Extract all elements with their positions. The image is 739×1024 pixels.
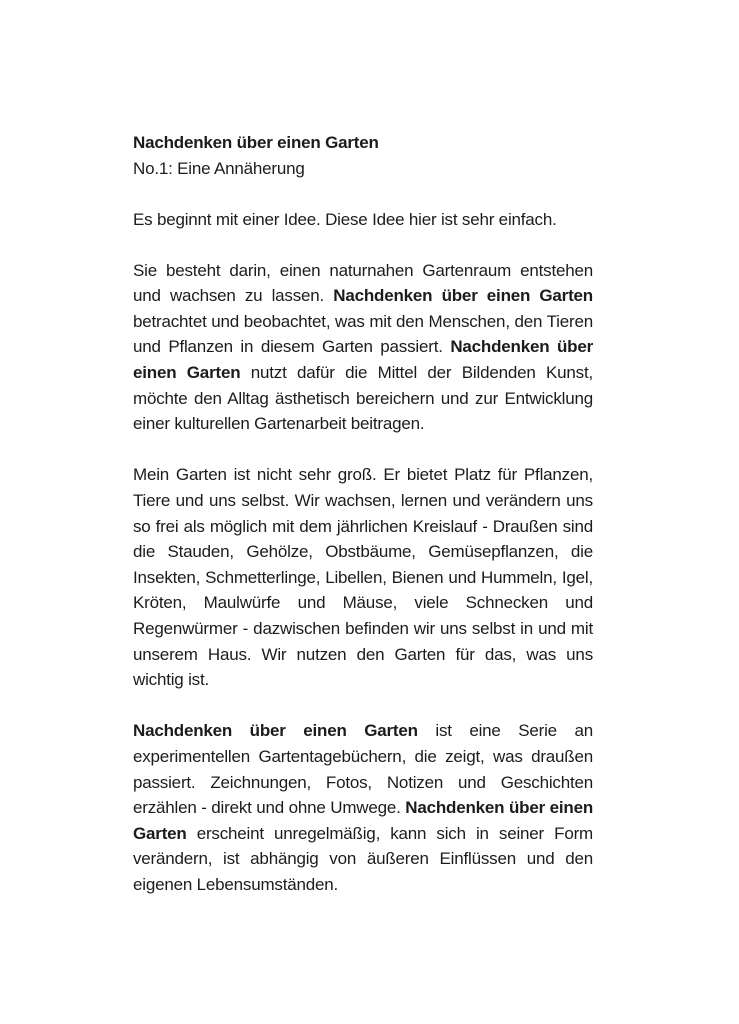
page-title: Nachdenken über einen Garten <box>133 133 379 152</box>
body-text: nutzt dafür die Mittel der Bildenden Kunst, möchte den Alltag ästhetisch bereichern und zur Entwicklung einer kulturellen Gartenarbeit beitragen. <box>133 363 593 434</box>
page-subtitle: No.1: Eine Annäherung <box>133 158 305 178</box>
body-text: Sie besteht darin, einen naturnahen Gartenraum entstehen und wachsen zu lassen. <box>133 260 593 306</box>
body-text: betrachtet und beobachtet, was mit den Menschen, den Tieren und Pflanzen in diesem Garten passiert. <box>133 311 593 357</box>
series-title-bold: Nachdenken über einen Garten <box>133 721 418 741</box>
body-text: erscheint unregelmäßig, kann sich in seiner Form verändern, ist abhängig von äußeren Einflüssen und den eigenen Lebensumständen. <box>133 823 593 894</box>
series-title-bold: Nachdenken über einen Garten <box>133 798 594 843</box>
paragraph <box>133 258 593 437</box>
paragraphs <box>133 207 593 898</box>
body-text: Mein Garten ist nicht sehr groß. Er bietet Platz für Pflanzen, Tiere und uns selbst. Wir wachsen, lernen und verändern uns so frei als möglich mit dem jährlichen Kreislauf - Draußen sind die Stauden, Gehölze, Obstbäume, Gemüsepflanzen, die Insekten, Schmetterlinge, Libellen, Bienen und Hummeln, Igel, Kröten, Maulwürfe und Mäuse, viele Schnecken und Regenwürmer - dazwischen befinden wir uns selbst in und mit unserem Haus. Wir nutzen den Garten für das, was uns wichtig ist. <box>133 465 593 690</box>
series-title-bold: Nachdenken über einen Garten <box>133 337 593 383</box>
body-text: ist eine Serie an experimentellen Gartentagebüchern, die zeigt, was draußen passiert. Zeichnungen, Fotos, Notizen und Geschichten erzählen - direkt und ohne Umwege. <box>133 721 593 818</box>
paragraph <box>133 207 593 233</box>
paragraph <box>133 718 593 897</box>
body-text: Es beginnt mit einer Idee. Diese Idee hier ist sehr einfach. <box>133 209 557 229</box>
series-title-bold: Nachdenken über einen Garten <box>333 286 593 306</box>
paragraph <box>133 462 593 692</box>
text-block <box>133 130 593 923</box>
